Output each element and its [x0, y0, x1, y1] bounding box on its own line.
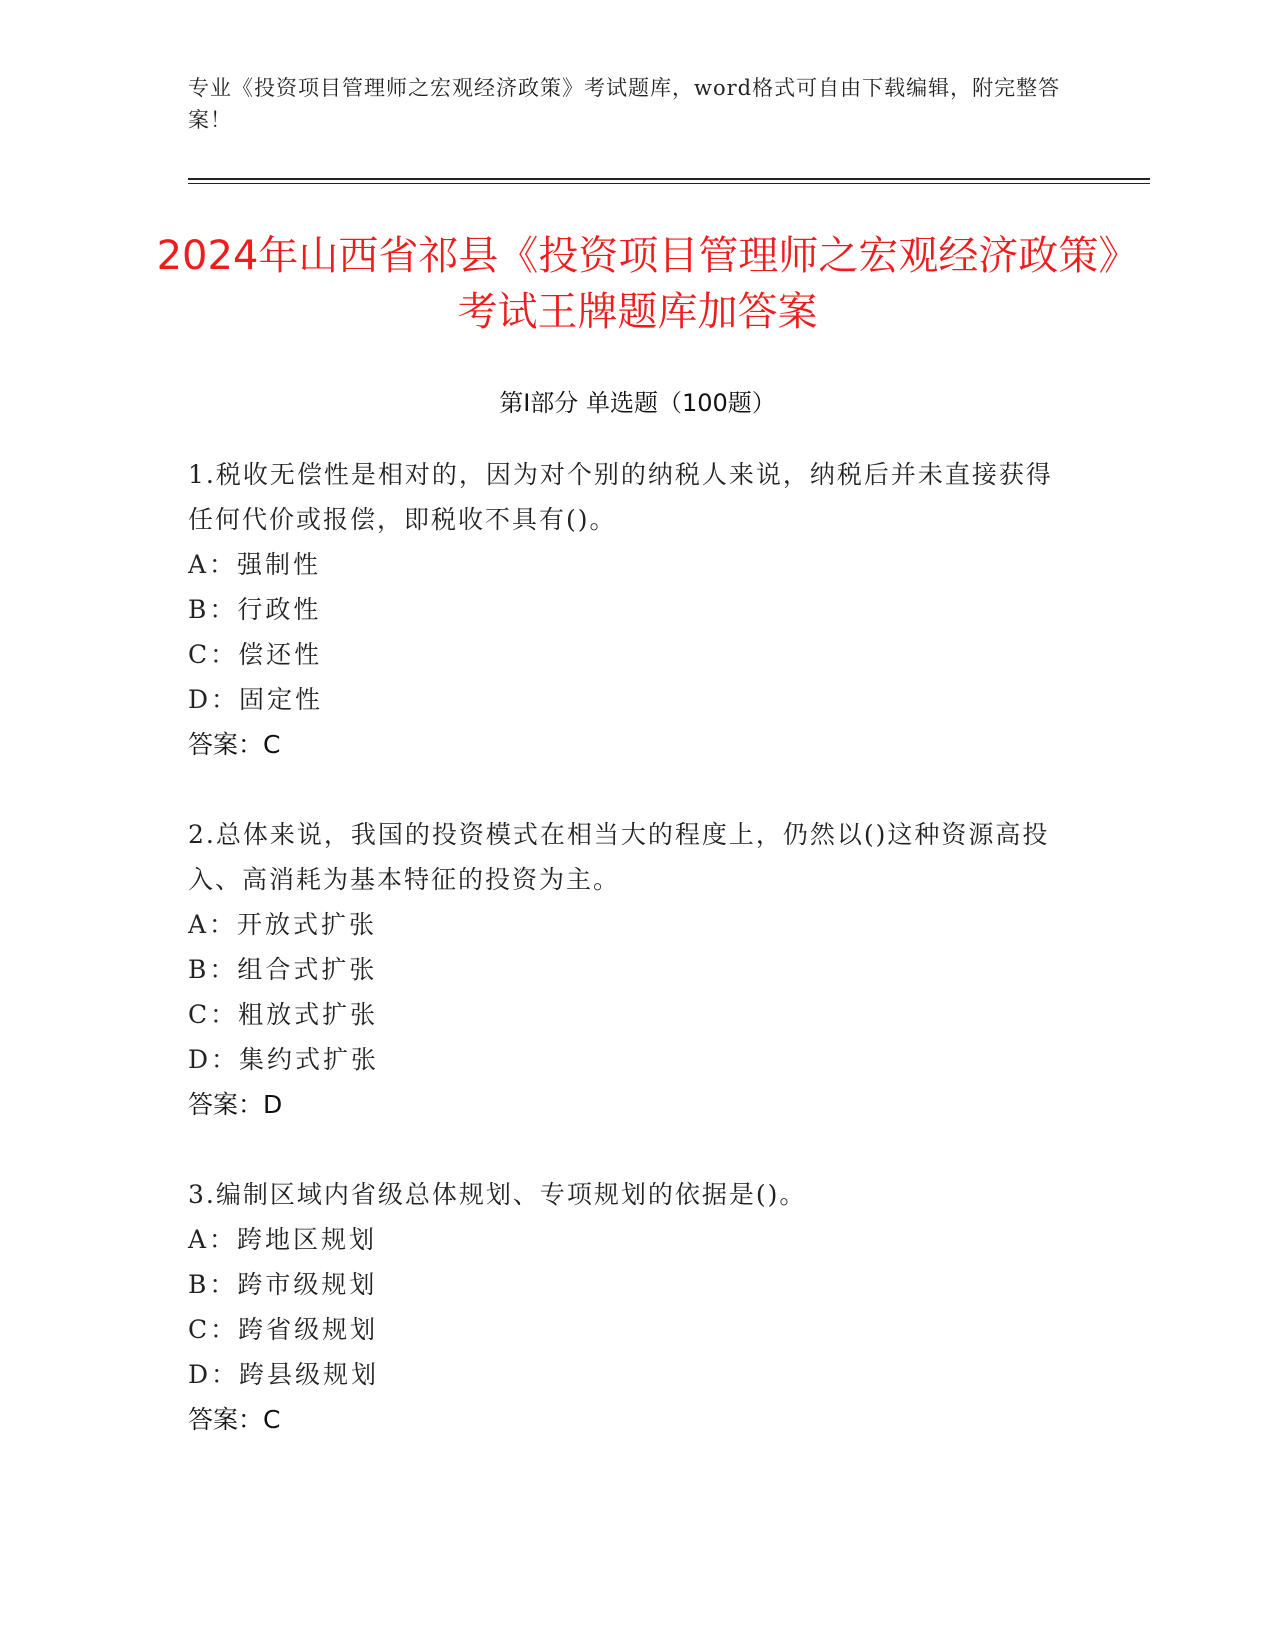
question-2 — [188, 812, 1068, 1127]
header-rule-thick — [188, 178, 1150, 180]
answer: 答案：C — [188, 730, 281, 759]
section-heading: 第Ⅰ部分 单选题（100题） — [499, 389, 776, 417]
option-c: C：跨省级规划 — [188, 1315, 379, 1344]
option-a: A：强制性 — [188, 550, 322, 579]
option-a: A：跨地区规划 — [188, 1225, 378, 1254]
option-c: C：偿还性 — [188, 640, 323, 669]
answer: 答案：D — [188, 1090, 283, 1119]
answer: 答案：C — [188, 1405, 281, 1434]
question-stem: 1.税收无偿性是相对的，因为对个别的纳税人来说，纳税后并未直接获得任何代价或报偿，即税收不具有()。 — [188, 460, 1053, 534]
option-b: B：行政性 — [188, 595, 322, 624]
question-stem: 3.编制区域内省级总体规划、专项规划的依据是()。 — [188, 1180, 807, 1209]
document-title: 2024年山西省祁县《投资项目管理师之宏观经济政策》考试王牌题库加答案 — [156, 233, 1119, 335]
option-b: B：组合式扩张 — [188, 955, 378, 984]
option-c: C：粗放式扩张 — [188, 1000, 379, 1029]
option-d: D：集约式扩张 — [188, 1045, 380, 1074]
question-stem: 2.总体来说，我国的投资模式在相当大的程度上，仍然以()这种资源高投入、高消耗为基本特征的投资为主。 — [188, 820, 1050, 894]
question-3 — [188, 1172, 1068, 1442]
header-rule-thin — [188, 183, 1150, 184]
option-d: D：固定性 — [188, 685, 324, 714]
option-d: D：跨县级规划 — [188, 1360, 380, 1389]
option-b: B：跨市级规划 — [188, 1270, 378, 1299]
option-a: A：开放式扩张 — [188, 910, 378, 939]
header-note: 专业《投资项目管理师之宏观经济政策》考试题库，word格式可自由下载编辑，附完整答案！ — [188, 76, 1061, 132]
question-1 — [188, 452, 1068, 767]
